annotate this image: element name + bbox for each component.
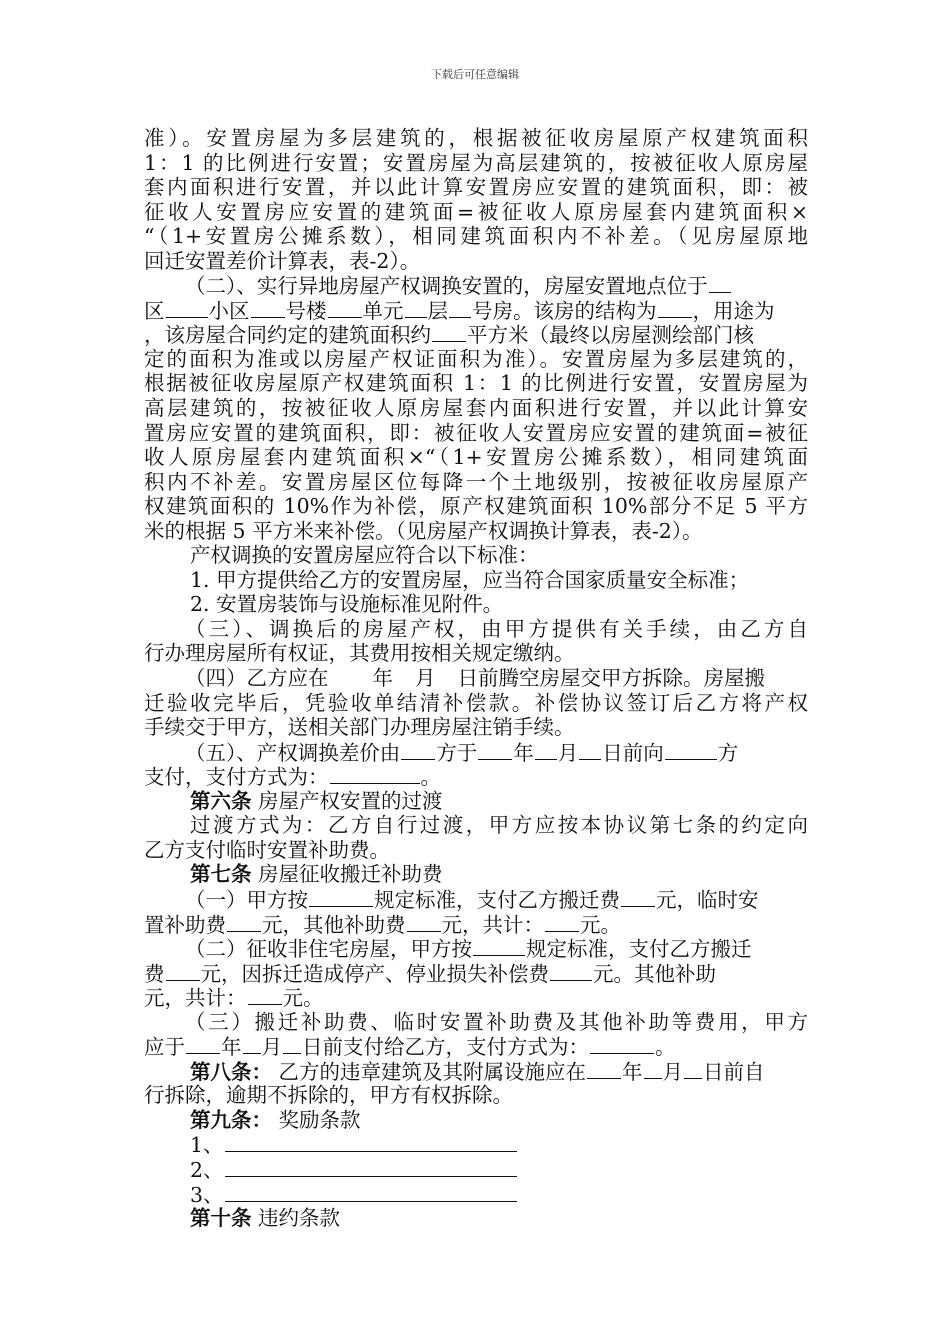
clause-text: （四）乙方应在	[185, 666, 329, 691]
text-line	[144, 1034, 808, 1059]
clause-text: 费	[144, 961, 165, 986]
blank-field[interactable]	[166, 298, 208, 318]
article-number: 第八条：	[190, 1059, 272, 1084]
clause-text: 置补助费	[144, 912, 226, 937]
clause-text: 小区	[208, 298, 250, 323]
clause-text: 层	[427, 298, 448, 323]
clause-text: ，用途为	[692, 298, 775, 323]
clause-text: 日前支付给乙方，支付方式为：	[302, 1035, 589, 1060]
clause-text: 规定标准，支付乙方搬迁	[526, 937, 752, 962]
blank-field[interactable]	[665, 740, 717, 760]
clause-text: 年	[221, 1035, 242, 1060]
text-line: （三）、调换后的房屋产权，由甲方提供有关手续，由乙方自	[185, 616, 808, 641]
blank-field[interactable]	[449, 298, 471, 318]
clause-text: 区	[144, 298, 165, 323]
blank-field[interactable]	[225, 1182, 517, 1202]
clause-text: 元，因拆迁造成停产、停业损失补偿费	[200, 961, 549, 986]
text-line: 准）。安置房屋为多层建筑的，根据被征收房屋原产权建筑面积	[144, 126, 808, 150]
document-body	[144, 126, 808, 1231]
article-title: 房屋征收搬迁补助费	[258, 862, 443, 887]
article-heading	[144, 1206, 808, 1231]
blank-field[interactable]	[587, 1059, 621, 1079]
text-line: 2. 安置房装饰与设施标准见附件。	[190, 592, 504, 617]
list-item	[144, 1157, 808, 1182]
text-line	[144, 985, 808, 1010]
clause-text: 年	[513, 740, 534, 765]
clause-text: 元，共计：	[144, 986, 247, 1011]
blank-field[interactable]	[658, 298, 692, 318]
blank-field[interactable]	[166, 961, 200, 981]
text-line: “（1+安置房公摊系数），相同建筑面积内不补差。（见房屋原地	[144, 224, 808, 249]
blank-field[interactable]	[405, 298, 427, 318]
text-line: 过渡方式为：乙方自行过渡，甲方应按本协议第七条的约定向	[190, 813, 808, 838]
clause-text: 月	[415, 666, 436, 691]
blank-field[interactable]	[248, 985, 282, 1005]
article-number: 第十条	[190, 1206, 252, 1231]
clause-text: 规定标准，支付乙方搬迁费	[374, 887, 620, 912]
blank-field[interactable]	[684, 1059, 702, 1079]
clause-text: 元。	[282, 986, 324, 1011]
blank-field[interactable]	[330, 764, 420, 784]
clause-text: 应于	[144, 1035, 185, 1060]
text-line: 收人原房屋套内建筑面积×“（1+安置房公摊系数），相同建筑面	[144, 445, 808, 470]
text-line	[144, 887, 808, 912]
article-title: 违约条款	[258, 1206, 341, 1231]
blank-field[interactable]	[243, 1034, 261, 1054]
text-line	[144, 322, 808, 347]
clause-text: （二）征收非住宅房屋，甲方按	[185, 937, 472, 962]
blank-field[interactable]	[709, 273, 731, 293]
clause-text: 。	[655, 1035, 676, 1060]
blank-field[interactable]	[283, 1034, 301, 1054]
clause-text: 日前自	[703, 1059, 765, 1084]
blank-field[interactable]	[432, 322, 466, 342]
clause-text: 支付，支付方式为：	[144, 765, 329, 790]
article-number: 第六条	[190, 788, 252, 813]
clause-text: 年	[622, 1059, 643, 1084]
blank-field[interactable]	[621, 887, 655, 907]
text-line: 根据被征收房屋原产权建筑面积 1：1 的比例进行安置，安置房屋为	[144, 371, 808, 396]
clause-text: 乙方的违章建筑及其附属设施应在	[278, 1059, 587, 1084]
clause-text: 日前向	[602, 740, 664, 765]
blank-field[interactable]	[473, 936, 525, 956]
clause-text: 月	[662, 1059, 684, 1084]
clause-text: 单元	[362, 298, 404, 323]
article-title: 房屋产权安置的过渡	[258, 788, 443, 813]
blank-field[interactable]	[579, 740, 601, 760]
text-line: 积内不补差。安置房屋区位每降一个土地级别，按被征收房屋原产	[144, 469, 808, 494]
blank-field[interactable]	[535, 740, 557, 760]
blank-field[interactable]	[328, 298, 362, 318]
blank-field[interactable]	[478, 740, 512, 760]
article-heading	[144, 1059, 808, 1084]
text-line: 产权调换的安置房屋应符合以下标准：	[190, 543, 539, 568]
clause-text: 元，共计：	[441, 912, 544, 937]
blank-field[interactable]	[401, 740, 435, 760]
blank-field[interactable]	[545, 912, 579, 932]
clause-text: 。	[420, 765, 441, 790]
list-item	[144, 1182, 808, 1207]
clause-text: 月	[261, 1035, 282, 1060]
clause-text: 月	[557, 740, 579, 765]
text-line	[144, 273, 808, 298]
clause-text: 日前腾空房屋交甲方拆除。房屋搬	[457, 666, 765, 691]
text-line: 行办理房屋所有权证，其费用按相关规定缴纳。	[144, 641, 575, 666]
text-line: 回迁安置差价计算表，表-2）。	[144, 248, 421, 273]
clause-text: （五）、产权调换差价由	[185, 740, 401, 765]
clause-text: 号房。该房的结构为	[472, 298, 657, 323]
blank-field[interactable]	[225, 1132, 517, 1152]
text-line: 权建筑面积的 10%作为补偿，原产权建筑面积 10%部分不足 5 平方	[144, 494, 808, 519]
text-line: 套内面积进行安置，并以此计算安置房应安置的建筑面积，即：被	[144, 175, 808, 200]
blank-field[interactable]	[186, 1034, 220, 1054]
text-line	[144, 666, 808, 691]
text-line: 置房应安置的建筑面积，即：被征收人安置房应安置的建筑面=被征	[144, 420, 808, 445]
article-title: 奖励条款	[278, 1107, 361, 1132]
blank-field[interactable]	[225, 1157, 517, 1177]
clause-text: 年	[372, 666, 393, 691]
clause-text: 方于	[436, 740, 478, 765]
blank-field[interactable]	[550, 961, 592, 981]
clause-text: 号楼	[285, 298, 327, 323]
clause-text: 元。	[580, 912, 621, 937]
clause-text: （一）甲方按	[185, 887, 308, 912]
text-line: 征收人安置房应安置的建筑面=被征收人原房屋套内建筑面积×	[144, 199, 808, 224]
clause-text: 元，其他补助费	[262, 912, 406, 937]
blank-field[interactable]	[309, 887, 373, 907]
article-heading	[144, 1108, 808, 1133]
text-line: 乙方支付临时安置补助费。	[144, 837, 390, 862]
text-line: 米的根据 5 平方米来补偿。（见房屋产权调换计算表，表-2）。	[144, 518, 703, 543]
list-number: 2、	[190, 1157, 224, 1182]
text-line: 迁验收完毕后，凭验收单结清补偿款。补偿协议签订后乙方将产权	[144, 690, 808, 715]
clause-text: 元，临时安	[656, 887, 759, 912]
list-number: 1、	[190, 1133, 224, 1158]
text-line: 手续交于甲方，送相关部门办理房屋注销手续。	[144, 715, 575, 740]
text-line	[144, 912, 808, 937]
blank-field[interactable]	[407, 912, 441, 932]
blank-field[interactable]	[590, 1034, 654, 1054]
blank-field[interactable]	[251, 298, 285, 318]
clause-text: 方	[717, 740, 739, 765]
page-header: 下载后可任意编辑	[431, 68, 519, 81]
list-number: 3、	[190, 1182, 224, 1207]
clause-text: 平方米（最终以房屋测绘部门核	[467, 323, 754, 348]
article-number: 第九条：	[190, 1107, 272, 1132]
text-line	[144, 298, 808, 323]
text-line: 行拆除，逾期不拆除的，甲方有权拆除。	[144, 1083, 513, 1108]
article-number: 第七条	[190, 862, 252, 887]
text-line: 定的面积为准或以房屋产权证面积为准）。安置房屋为多层建筑的，	[144, 346, 808, 371]
list-item	[144, 1132, 808, 1157]
clause-text: 元。其他补助	[593, 961, 716, 986]
blank-field[interactable]	[227, 912, 261, 932]
text-line	[144, 764, 808, 789]
blank-field[interactable]	[644, 1059, 662, 1079]
text-line: （三）搬迁补助费、临时安置补助费及其他补助等费用，甲方	[185, 1009, 808, 1034]
article-heading	[144, 862, 808, 887]
clause-text: （二）、实行异地房屋产权调换安置的，房屋安置地点位于	[185, 274, 708, 299]
article-heading	[144, 789, 808, 814]
text-line	[144, 740, 808, 765]
text-line	[144, 936, 808, 961]
text-line	[144, 961, 808, 986]
text-line: 1：1 的比例进行安置；安置房屋为高层建筑的，按被征收人原房屋	[144, 150, 808, 175]
text-line: 高层建筑的，按被征收人原房屋套内面积进行安置，并以此计算安	[144, 396, 808, 421]
text-line: 1. 甲方提供给乙方的安置房屋，应当符合国家质量安全标准；	[190, 567, 750, 592]
clause-text: ，该房屋合同约定的建筑面积约	[144, 323, 431, 348]
